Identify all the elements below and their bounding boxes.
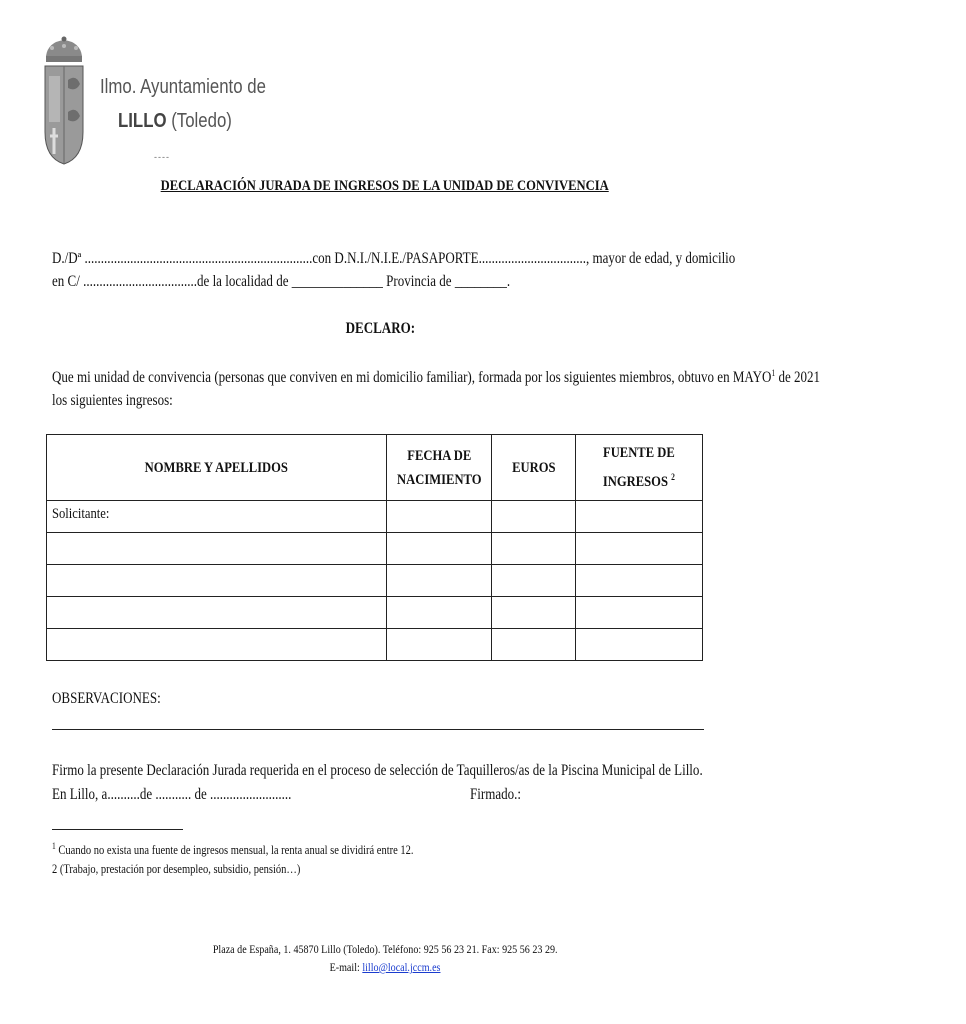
email-label: E-mail: — [329, 960, 363, 974]
footnote-1-marker: 1 — [52, 841, 56, 851]
intro-year: de 2021 — [775, 369, 821, 387]
address-end: . — [506, 273, 511, 290]
table-row — [47, 629, 703, 661]
footnote-1 — [52, 841, 482, 858]
signature-statement: Firmo la presente Declaración Jurada requerida en el proceso de selección de Taquilleros/as de la Piscina Municipal de Lillo. — [52, 762, 703, 779]
footnote-ref-2: 2 — [671, 472, 676, 482]
cell-birthdate[interactable] — [386, 597, 491, 629]
cell-name[interactable] — [47, 597, 387, 629]
table-header-row — [47, 435, 703, 501]
cell-birthdate[interactable] — [386, 533, 491, 565]
declarant-line: D./Dª ......................................................................con D.N.I./N.I.E./PASAPORTE................................., mayor de edad, y domicilio — [52, 250, 736, 267]
observaciones-label: OBSERVACIONES: — [52, 690, 161, 707]
cell-birthdate[interactable] — [386, 629, 491, 661]
table-row — [47, 533, 703, 565]
cell-name[interactable] — [47, 565, 387, 597]
cell-euros[interactable] — [491, 533, 576, 565]
document-title: DECLARACIÓN JURADA DE INGRESOS DE LA UNIDAD DE CONVIVENCIA — [160, 178, 610, 194]
cell-source[interactable] — [576, 565, 703, 597]
income-table — [46, 434, 703, 661]
cell-source[interactable] — [576, 501, 703, 533]
cell-name[interactable]: Solicitante: — [47, 501, 387, 533]
footer-contact — [0, 960, 770, 975]
col-header-source: FUENTE DE INGRESOS $^2$ — [576, 435, 703, 501]
cell-euros[interactable] — [491, 629, 576, 661]
col-header-birthdate: FECHA DE NACIMIENTO — [386, 435, 491, 501]
table-row — [47, 501, 703, 533]
cell-euros[interactable] — [491, 501, 576, 533]
org-name-line2 — [118, 110, 254, 133]
signed-label: Firmado.: — [470, 786, 522, 803]
footnote-1-text: Cuando no exista una fuente de ingresos mensual, la renta anual se dividirá entre 12. — [55, 843, 414, 858]
crest-logo — [42, 36, 86, 166]
cell-birthdate[interactable] — [386, 565, 491, 597]
cell-name[interactable] — [47, 533, 387, 565]
date-line: En Lillo, a..........de ........... de ......................... — [52, 786, 292, 803]
address-line — [52, 273, 597, 291]
cell-source[interactable] — [576, 597, 703, 629]
observaciones-line[interactable] — [52, 729, 704, 730]
col-header-euros: EUROS — [491, 435, 576, 501]
intro-text: Que mi unidad de convivencia (personas que conviven en mi domicilio familiar), formada por los siguientes miembros, obtuvo en MAYO — [52, 369, 772, 387]
cell-name[interactable] — [47, 629, 387, 661]
footer-address: Plaza de España, 1. 45870 Lillo (Toledo). Teléfono: 925 56 23 21. Fax: 925 56 23 29. — [212, 942, 558, 956]
footnote-ref-1: 1 — [771, 368, 776, 378]
cell-source[interactable] — [576, 533, 703, 565]
col-header-name: NOMBRE Y APELLIDOS — [47, 435, 387, 501]
intro-line2: los siguientes ingresos: — [52, 392, 173, 409]
province-blank: ________ — [454, 273, 507, 290]
header-dashes: ---- — [154, 152, 170, 162]
cell-source[interactable] — [576, 629, 703, 661]
declaro-heading: DECLARO: — [345, 320, 415, 337]
org-name-line1: Ilmo. Ayuntamiento de — [100, 76, 266, 98]
org-town: LILLO — [118, 110, 167, 132]
locality-blank: ______________ — [291, 273, 383, 290]
org-province: (Toledo) — [171, 110, 232, 132]
cell-euros[interactable] — [491, 597, 576, 629]
footnote-divider — [52, 829, 183, 830]
cell-birthdate[interactable] — [386, 501, 491, 533]
intro-line1 — [52, 368, 966, 387]
address-text: en C/ ...................................de la localidad de — [52, 273, 292, 290]
email-link[interactable]: lillo@local.jccm.es — [362, 960, 441, 974]
province-label: Provincia de — [382, 273, 455, 290]
footnote-2: 2 (Trabajo, prestación por desempleo, subsidio, pensión…) — [52, 862, 301, 876]
cell-euros[interactable] — [491, 565, 576, 597]
table-row — [47, 565, 703, 597]
table-row — [47, 597, 703, 629]
